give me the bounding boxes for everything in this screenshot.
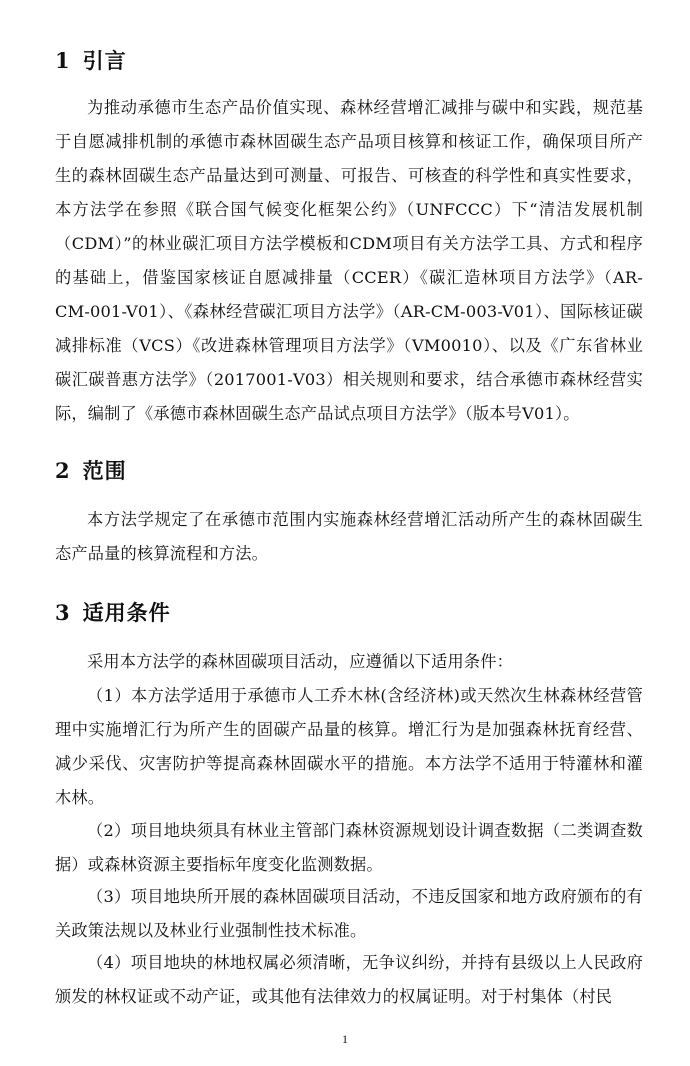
section-heading-2 [55, 458, 127, 484]
section-title: 引言 [82, 48, 127, 73]
section-number: 2 [55, 458, 71, 483]
section-heading-1 [55, 48, 127, 74]
section-title: 范围 [82, 458, 127, 483]
paragraph: （4）项目地块的林地权属必须清晰，无争议纠纷，并持有县级以上人民政府颁发的林权证或不动产证，或其他有法律效力的权属证明。对于村集体（村民 [55, 953, 643, 1006]
section-number: 1 [55, 48, 71, 73]
section-number: 3 [55, 600, 71, 625]
paragraph: （2）项目地块须具有林业主管部门森林资源规划设计调查数据（二类调查数据）或森林资源主要指标年度变化监测数据。 [55, 821, 643, 874]
section-title: 适用条件 [82, 600, 171, 625]
paragraph: 采用本方法学的森林固碳项目活动，应遵循以下适用条件： [87, 652, 514, 671]
section-heading-3 [55, 600, 171, 626]
paragraph: 为推动承德市生态产品价值实现、森林经营增汇减排与碳中和实践，规范基于自愿减排机制的承德市森林固碳生态产品项目核算和核证工作，确保项目所产生的森林固碳生态产品量达到可测量、可报告、可核查的科学性和真实性要求，本方法学在参照《联合国气候变化框架公约》（UNFCCC）下“清洁发展机制（CDM）”的林业碳汇项目方法学模板和CDM项目有关方法学工具、方式和程序的基础上，借鉴国家核证自愿减排量（CCER）《碳汇造林项目方法学》（AR-CM-001-V01）、《森林经营碳汇项目方法学》（AR-CM-003-V01）、国际核证碳减排标准（VCS）《改进森林管理项目方法学》（VM0010）、以及《广东省林业碳汇碳普惠方法学》（2017001-V03）相关规则和要求，结合承德市森林经营实际，编制了《承德市森林固碳生态产品试点项目方法学》（版本号V01）。 [55, 98, 643, 423]
paragraph: （1）本方法学适用于承德市人工乔木林(含经济林)或天然次生林森林经营管理中实施增汇行为所产生的固碳产品量的核算。增汇行为是加强森林抚育经营、减少采伐、灾害防护等提高森林固碳水平的措施。本方法学不适用于特灌林和灌木林。 [55, 686, 643, 807]
page-number: 1 [342, 1032, 348, 1046]
paragraph: （3）项目地块所开展的森林固碳项目活动，不违反国家和地方政府颁布的有关政策法规以及林业行业强制性技术标准。 [55, 887, 643, 940]
paragraph: 本方法学规定了在承德市范围内实施森林经营增汇活动所产生的森林固碳生态产品量的核算流程和方法。 [55, 510, 643, 563]
